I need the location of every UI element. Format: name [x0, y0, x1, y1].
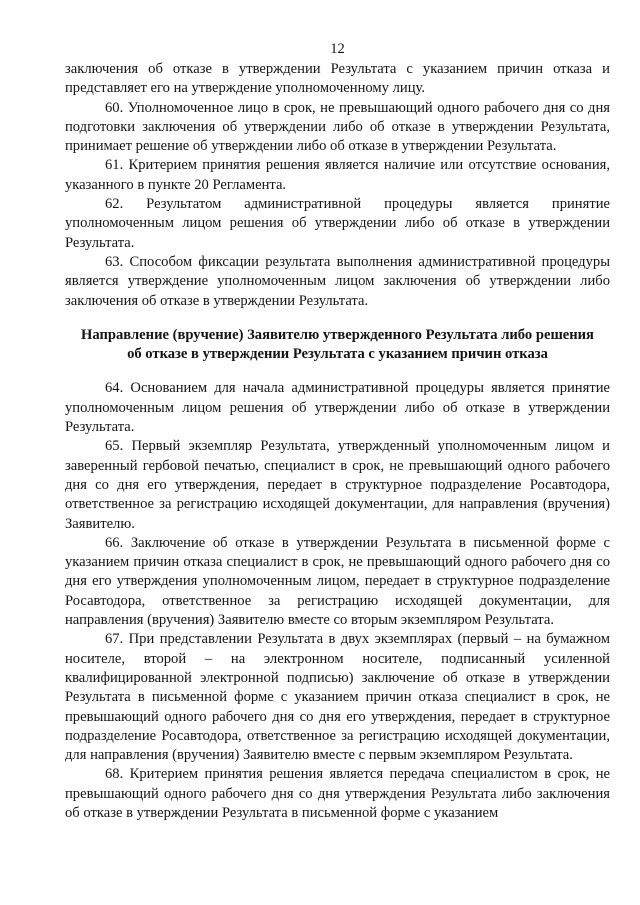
paragraphs-bottom: [65, 379, 610, 823]
section-heading-line-1: Направление (вручение) Заявителю утвержденного Результата либо решения: [81, 326, 594, 343]
section-heading-line-2: об отказе в утверждении Результата с указанием причин отказа: [127, 346, 548, 363]
paragraph-63: 63. Способом фиксации результата выполнения административной процедуры является утверждение уполномоченным лицом заключения об утверждении либо заключения об отказе в утверждении Результата.: [65, 253, 610, 309]
paragraph-67: 67. При представлении Результата в двух экземплярах (первый – на бумажном носителе, второй – на электронном носителе, подписанный усиленной квалифицированной электронной подписью) заключение об отказе в утверждении Результата в письменной форме с указанием причин отказа специалист в срок, не превышающий одного рабочего дня со дня его утверждения, передает в структурное подразделение Росавтодора, ответственное за регистрацию исходящей документации, для направления (вручения) Заявителю вместе с первым экземпляром Результата.: [65, 631, 610, 764]
paragraphs-top: [65, 60, 610, 311]
page-number: 12: [330, 41, 345, 57]
paragraph-66: 66. Заключение об отказе в утверждении Результата в письменной форме с указанием причин отказа специалист в срок, не превышающий одного рабочего дня со дня его утверждения уполномоченным лицом, передает в структурное подразделение Росавтодора, ответственное за регистрацию исходящей документации, для направления (вручения) Заявителю вместе со вторым экземпляром Результата.: [65, 534, 610, 629]
paragraph-61: 61. Критерием принятия решения является наличие или отсутствие основания, указанного в пункте 20 Регламента.: [65, 157, 610, 193]
paragraph-64: 64. Основанием для начала административной процедуры является принятие уполномоченным лицом решения об утверждении либо об отказе в утверждении Результата.: [65, 380, 610, 436]
paragraph-68: 68. Критерием принятия решения является передача специалистом в срок, не превышающий одного рабочего дня со дня утверждения Результата либо заключения об отказе в утверждении Результата в письменной форме с указанием: [65, 766, 610, 821]
paragraph-60: 60. Уполномоченное лицо в срок, не превышающий одного рабочего дня со дня подготовки заключения об утверждении либо об отказе в утверждении Результата, принимает решение об утверждении либо об отказе в утверждении Результата.: [65, 99, 610, 155]
paragraph-62: 62. Результатом административной процедуры является принятие уполномоченным лицом решения об утверждении либо об отказе в утверждении Результата.: [65, 196, 610, 251]
paragraph-continuation: заключения об отказе в утверждении Результата с указанием причин отказа и представляет его на утверждение уполномоченному лицу.: [65, 61, 610, 97]
paragraph-65: 65. Первый экземпляр Результата, утвержденный уполномоченным лицом и заверенный гербовой печатью, специалист в срок, не превышающий одного рабочего дня со дня его утверждения, передает в структурное подразделение Росавтодора, ответственное за регистрацию исходящей документации, для направления (вручения) Заявителю.: [65, 438, 610, 532]
section-heading: [65, 326, 610, 365]
